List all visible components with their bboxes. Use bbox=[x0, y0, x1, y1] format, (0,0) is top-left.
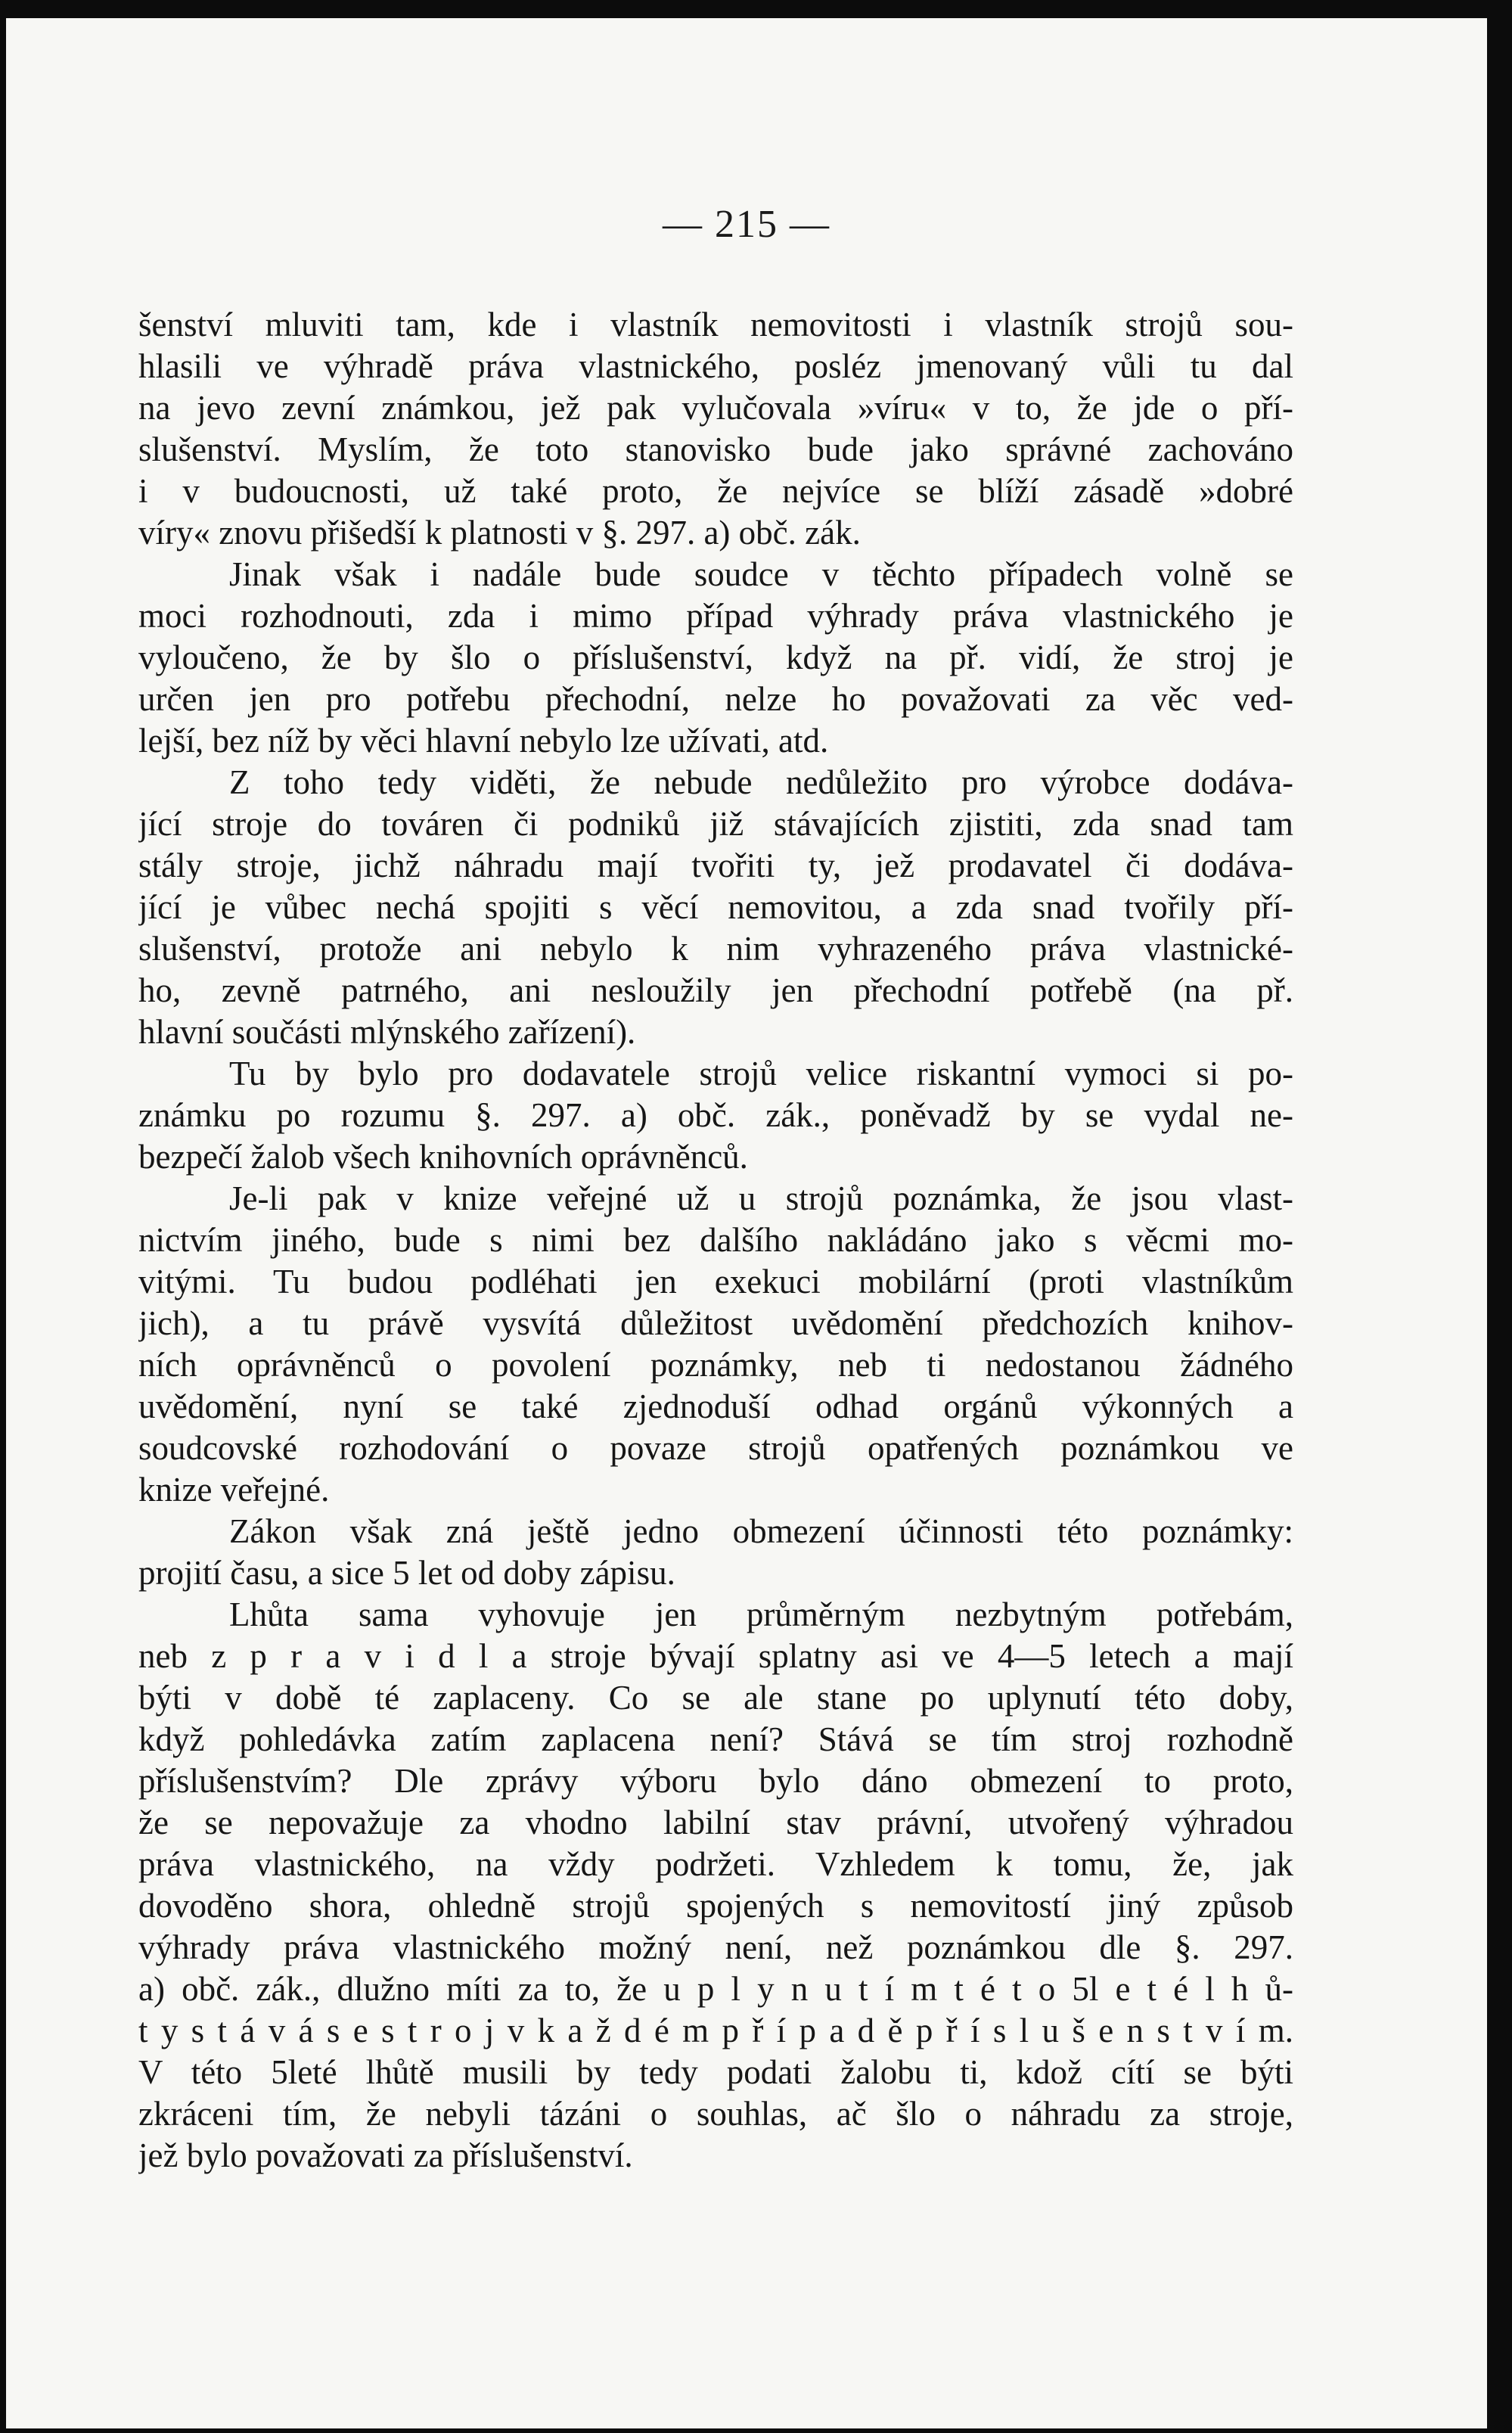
text-line: na jevo zevní známkou, jež pak vylučovala »víru« v to, že jde o pří- bbox=[138, 389, 1293, 427]
page-number: — 215 — bbox=[663, 203, 831, 246]
text-line: hlasili ve výhradě práva vlastnického, posléz jmenovaný vůli tu dal bbox=[138, 347, 1293, 385]
text-line: když pohledávka zatím zaplacena není? Stává se tím stroj rozhodně bbox=[138, 1720, 1293, 1758]
text-line: moci rozhodnouti, zda i mimo případ výhrady práva vlastnického je bbox=[138, 597, 1293, 635]
text-line: vyloučeno, že by šlo o příslušenství, když na př. vidí, že stroj je bbox=[138, 639, 1293, 676]
text-line: ních oprávněnců o povolení poznámky, neb ti nedostanou žádného bbox=[138, 1346, 1293, 1384]
book-page bbox=[6, 18, 1487, 2428]
text-line: uvědomění, nyní se také zjednoduší odhad orgánů výkonných a bbox=[138, 1387, 1293, 1425]
text-line: že se nepovažuje za vhodno labilní stav právní, utvořený výhradou bbox=[138, 1804, 1293, 1841]
paragraph bbox=[138, 554, 1293, 762]
text-line: bezpečí žalob všech knihovních oprávněnců. bbox=[138, 1138, 748, 1176]
text-line: nictvím jiného, bude s nimi bez dalšího nakládáno jako s věcmi mo- bbox=[138, 1221, 1293, 1259]
text-line: určen jen pro potřebu přechodní, nelze ho považovati za věc ved- bbox=[138, 680, 1293, 718]
text-line: hlavní součásti mlýnského zařízení). bbox=[138, 1013, 636, 1051]
text-line: jící je vůbec nechá spojiti s věcí nemovitou, a zda snad tvořily pří- bbox=[138, 888, 1293, 926]
text-line: Je-li pak v knize veřejné už u strojů poznámka, že jsou vlast- bbox=[229, 1179, 1293, 1217]
paragraph bbox=[138, 762, 1293, 1053]
text-line: jich), a tu právě vysvítá důležitost uvědomění předchozích knihov- bbox=[138, 1304, 1293, 1342]
text-line: knize veřejné. bbox=[138, 1471, 330, 1509]
text-line: příslušenstvím? Dle zprávy výboru bylo dáno obmezení to proto, bbox=[138, 1762, 1293, 1800]
text-line: Lhůta sama vyhovuje jen průměrným nezbytným potřebám, bbox=[229, 1596, 1293, 1633]
text-line: býti v době té zaplaceny. Co se ale stane po uplynutí této doby, bbox=[138, 1679, 1293, 1717]
text-line: Jinak však i nadále bude soudce v těchto případech volně se bbox=[229, 555, 1293, 593]
text-line: výhrady práva vlastnického možný není, než poznámkou dle §. 297. bbox=[138, 1928, 1293, 1966]
paragraph bbox=[138, 1178, 1293, 1511]
text-line: víry« znovu přišedší k platnosti v §. 297. a) obč. zák. bbox=[138, 514, 861, 552]
text-line: t y s t á v á s e s t r o j v k a ž d é m p ř í p a d ě p ř í s l u š e n s t v í m. bbox=[138, 2012, 1293, 2049]
text-line: šenství mluviti tam, kde i vlastník nemovitosti i vlastník strojů sou- bbox=[138, 306, 1293, 343]
text-line: a) obč. zák., dlužno míti za to, že u p l y n u t í m t é t o 5l e t é l h ů- bbox=[138, 1970, 1293, 2008]
text-line: dovoděno shora, ohledně strojů spojených s nemovitostí jiný způsob bbox=[138, 1887, 1293, 1925]
text-line: zkráceni tím, že nebyli tázáni o souhlas, ač šlo o náhradu za stroje, bbox=[138, 2095, 1293, 2133]
text-line: V této 5leté lhůtě musili by tedy podati žalobu ti, kdož cítí se býti bbox=[138, 2053, 1293, 2091]
paragraph bbox=[138, 304, 1293, 554]
text-line: neb z p r a v i d l a stroje bývají splatny asi ve 4—5 letech a mají bbox=[138, 1637, 1293, 1675]
text-line: lejší, bez níž by věci hlavní nebylo lze užívati, atd. bbox=[138, 722, 829, 760]
text-line: vitými. Tu budou podléhati jen exekuci mobilární (proti vlastníkům bbox=[138, 1263, 1293, 1300]
paragraph bbox=[138, 1594, 1293, 2177]
text-line: známku po rozumu §. 297. a) obč. zák., poněvadž by se vydal ne- bbox=[138, 1096, 1293, 1134]
text-line: i v budoucnosti, už také proto, že nejvíce se blíží zásadě »dobré bbox=[138, 472, 1293, 510]
text-line: práva vlastnického, na vždy podržeti. Vzhledem k tomu, že, jak bbox=[138, 1845, 1293, 1883]
body-text bbox=[138, 304, 1293, 2177]
text-line: jež bylo považovati za příslušenství. bbox=[138, 2136, 633, 2174]
text-line: Zákon však zná ještě jedno obmezení účinnosti této poznámky: bbox=[229, 1512, 1293, 1550]
text-line: jící stroje do továren či podniků již stávajících zjistiti, zda snad tam bbox=[138, 805, 1293, 843]
text-line: slušenství. Myslím, že toto stanovisko bude jako správné zachováno bbox=[138, 430, 1293, 468]
text-line: Tu by bylo pro dodavatele strojů velice riskantní vymoci si po- bbox=[229, 1055, 1293, 1092]
text-line: soudcovské rozhodování o povaze strojů opatřených poznámkou ve bbox=[138, 1429, 1293, 1467]
text-line: ho, zevně patrného, ani nesloužily jen přechodní potřebě (na př. bbox=[138, 971, 1293, 1009]
paragraph bbox=[138, 1511, 1293, 1594]
text-line: stály stroje, jichž náhradu mají tvořiti ty, jež prodavatel či dodáva- bbox=[138, 847, 1293, 884]
text-line: Z toho tedy viděti, že nebude nedůležito pro výrobce dodáva- bbox=[229, 763, 1293, 801]
text-line: slušenství, protože ani nebylo k nim vyhrazeného práva vlastnické- bbox=[138, 930, 1293, 968]
text-line: projití času, a sice 5 let od doby zápisu. bbox=[138, 1554, 675, 1592]
paragraph bbox=[138, 1053, 1293, 1178]
